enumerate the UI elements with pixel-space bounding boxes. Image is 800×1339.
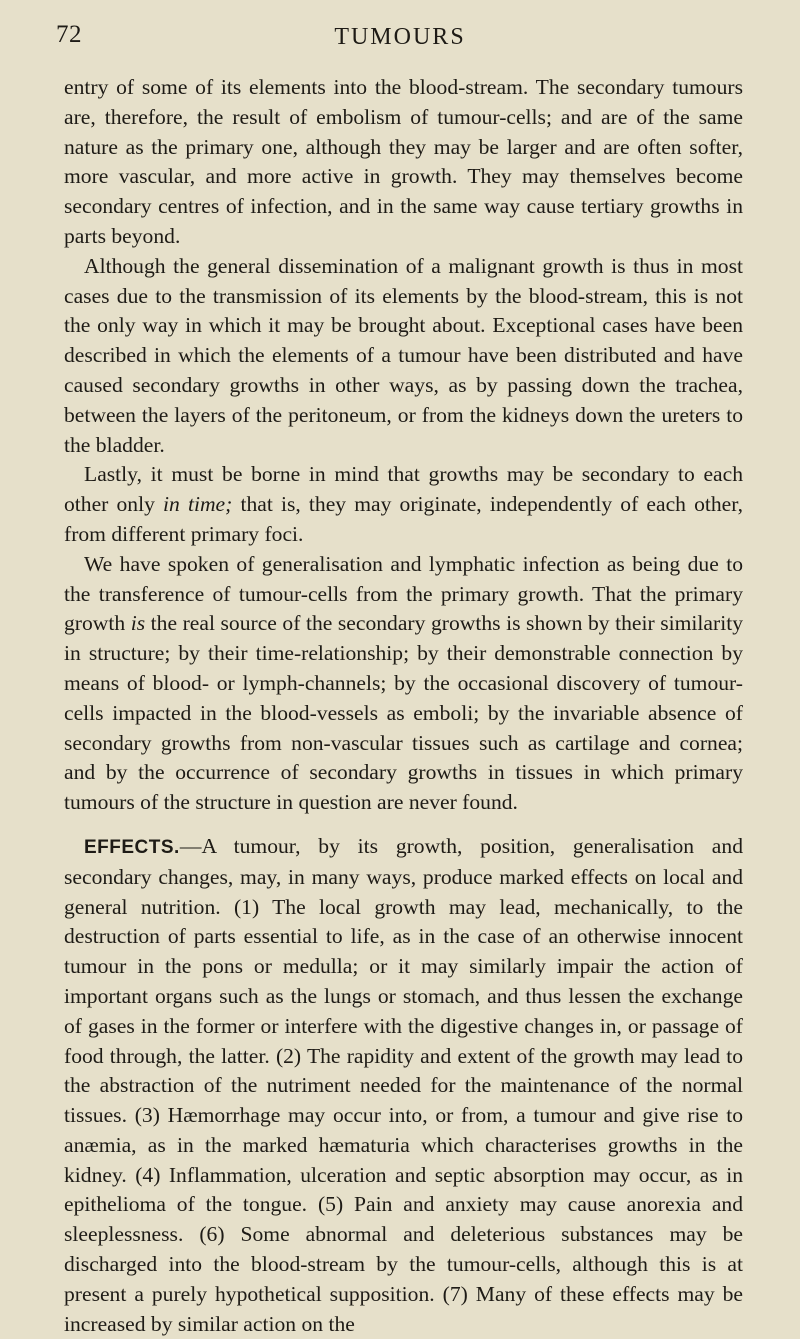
section-heading-effects: EFFECTS. (84, 836, 180, 858)
running-title: TUMOURS (334, 24, 466, 50)
paragraph-effects-text: —A tumour, by its growth, position, generalisation and secondary changes, may, in many ways, produce marked effects on local and general nutrition. (1) The local growth may lead, mechanically, to the destruction of parts essential to life, as in the case of an otherwise innocent tumour in the pons or medulla; or it may similarly impair the action of important organs such as the lungs or stomach, and thus lessen the exchange of gases in the former or interfere with the digestive changes in, or passage of food through, the latter. (2) The rapidity and extent of the growth may lead to the abstraction of the nutriment needed for the maintenance of the normal tissues. (3) Hæmorrhage may occur into, or from, a tumour and give rise to anæmia, as in the marked hæmaturia which characterises growths in the kidney. (4) Inflammation, ulceration and septic absorption may occur, as in epithelioma of the tongue. (5) Pain and anxiety may cause anorexia and sleeplessness. (6) Some abnormal and deleterious substances may be discharged into the blood-stream by the tumour-cells, although this is at present a purely hypothetical supposition. (7) Many of these effects may be increased by similar action on the (64, 833, 743, 1336)
paragraph-1: entry of some of its elements into the blood-stream. The secondary tumours are, therefore, the result of embolism of tumour-cells; and are of the same nature as the primary one, although they may be larger and are often softer, more vascular, and more active in growth. They may themselves become secondary centres of infection, and in the same way cause tertiary growths in parts beyond. (64, 75, 743, 248)
page-number: 72 (56, 21, 82, 48)
paragraph-4-text: We have spoken of generalisation and lymphatic infection as being due to the transference of tumour-cells from the primary growth. That the primary growth (64, 551, 743, 636)
body-text (64, 73, 743, 1339)
paragraph-3-emphasis: in time; (163, 492, 233, 517)
paragraph-4-emphasis: is (130, 611, 146, 636)
paragraph-4 (64, 550, 743, 818)
paragraph-effects (64, 832, 743, 1339)
paragraph-4-text-end: the real source of the secondary growths is shown by their similarity in structure; by their time-relationship; by their demonstrable connection by means of blood- or lymph-channels; by the occasional discovery of tumour-cells impacted in the blood-vessels as emboli; by the invariable absence of secondary growths from non-vascular tissues such as cartilage and cornea; and by the occurrence of secondary growths in tissues in which primary tumours of the structure in question are never found. (64, 611, 743, 815)
paragraph-2: Although the general dissemination of a malignant growth is thus in most cases due to the transmission of its elements by the blood-stream, this is not the only way in which it may be brought about. Exceptional cases have been described in which the elements of a tumour have been distributed and have caused secondary growths in other ways, as by passing down the trachea, between the layers of the peritoneum, or from the kidneys down the ureters to the bladder. (64, 253, 743, 457)
paragraph-3 (64, 460, 743, 549)
paragraph-3-text-end: that is, they may originate, independently of each other, from different primary foci. (64, 492, 743, 546)
paragraph-3-text: Lastly, it must be borne in mind that growths may be secondary to each other only (64, 462, 743, 517)
